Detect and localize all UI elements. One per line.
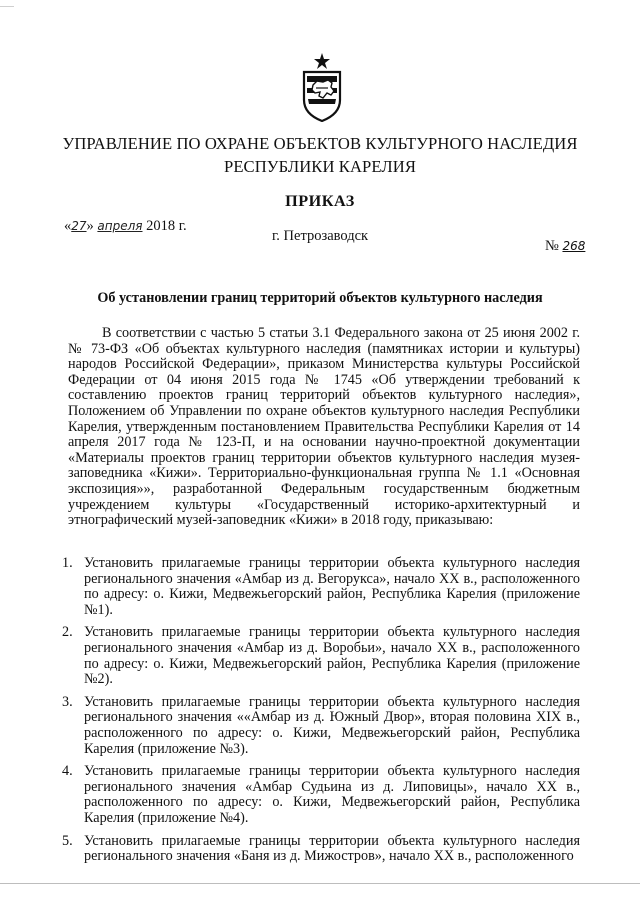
karelia-coat-of-arms-icon xyxy=(301,52,343,122)
item-text: Установить прилагаемые границы территории объекта культурного наследия регионального значения «Амбар из д. Воробьи», начало XX в., расположенного по адресу: о. Кижи, Медвежьегорский район, Республика Карелия (приложение №2). xyxy=(84,624,580,688)
order-subject-heading: Об установлении границ территорий объектов культурного наследия xyxy=(97,290,543,306)
item-number: 3. xyxy=(62,693,73,710)
date-quote-close: » xyxy=(86,218,94,234)
order-number-handwritten: 268 xyxy=(562,239,586,253)
scan-bottom-edge xyxy=(0,883,640,884)
order-city: г. Петрозаводск xyxy=(272,228,369,244)
item-text: Установить прилагаемые границы территории объекта культурного наследия регионального значения «Амбар из д. Вегорукса», начало XX в., расположенного по адресу: о. Кижи, Медвежьегорский район, Республика Карелия (приложение №1). xyxy=(84,555,580,618)
order-preamble xyxy=(68,326,580,529)
order-item xyxy=(62,556,580,618)
organization-name-line1: УПРАВЛЕНИЕ ПО ОХРАНЕ ОБЪЕКТОВ КУЛЬТУРНОГО НАСЛЕДИЯ xyxy=(62,134,578,153)
date-year: 2018 г. xyxy=(146,218,187,234)
order-items-list xyxy=(62,556,580,872)
order-item xyxy=(62,625,580,687)
document-type-title: ПРИКАЗ xyxy=(285,192,355,210)
preamble-paragraph: В соответствии с частью 5 статьи 3.1 Федерального закона от 25 июня 2002 г. № 73-ФЗ «Об объектах культурного наследия (памятниках истории и культуры) народов Российской Федерации», приказом Министерства культуры Российской Федерации от 04 июня 2015 года № 1745 «Об утверждении требований к составлению проектов границ территорий объектов культурного наследия», Положением об Управлении по охране объектов культурного наследия Республики Карелия, утвержденным постановлением Правительства Республики Карелия от 14 апреля 2017 года № 123-П, и на основании научно-проектной документации «Материалы проектов границ территории объектов культурного наследия музея-заповедника «Кижи». Территориально-функциональная группа № 1.1 «Основная экспозиция»», разработанной Федеральным государственным бюджетным учреждением культуры «Государственный историко-архитектурный и этнографический музей-заповедник «Кижи» в 2018 году, приказываю: xyxy=(68,325,580,529)
item-number: 2. xyxy=(62,624,73,641)
date-day-handwritten: 27 xyxy=(71,219,87,233)
date-quote-open: « xyxy=(64,218,72,234)
order-date xyxy=(64,218,187,235)
order-item xyxy=(62,764,580,826)
item-number: 4. xyxy=(62,763,73,780)
item-text: Установить прилагаемые границы территории объекта культурного наследия регионального значения «Амбар Судьина из д. Липовицы», начало XX в., расположенного по адресу: о. Кижи, Медвежьегорский район, Республика Карелия (приложение №4). xyxy=(84,763,580,826)
order-item xyxy=(62,834,580,865)
item-text: Установить прилагаемые границы территории объекта культурного наследия регионального значения ««Амбар из д. Южный Двор», вторая половина XIX в., расположенного по адресу: о. Кижи, Медвежьегорский район, Республика Карелия (приложение №3). xyxy=(84,693,580,757)
order-number xyxy=(545,238,585,255)
order-number-prefix: № xyxy=(545,238,559,254)
date-month-handwritten: апреля xyxy=(97,219,143,233)
order-item xyxy=(62,695,580,757)
item-number: 1. xyxy=(62,555,73,571)
organization-name-line2: РЕСПУБЛИКИ КАРЕЛИЯ xyxy=(223,157,417,176)
scan-corner-mark xyxy=(0,0,14,7)
item-number: 5. xyxy=(62,832,73,849)
item-text: Установить прилагаемые границы территории объекта культурного наследия регионального значения «Баня из д. Мижостров», начало XX в., расположенного xyxy=(84,832,580,865)
